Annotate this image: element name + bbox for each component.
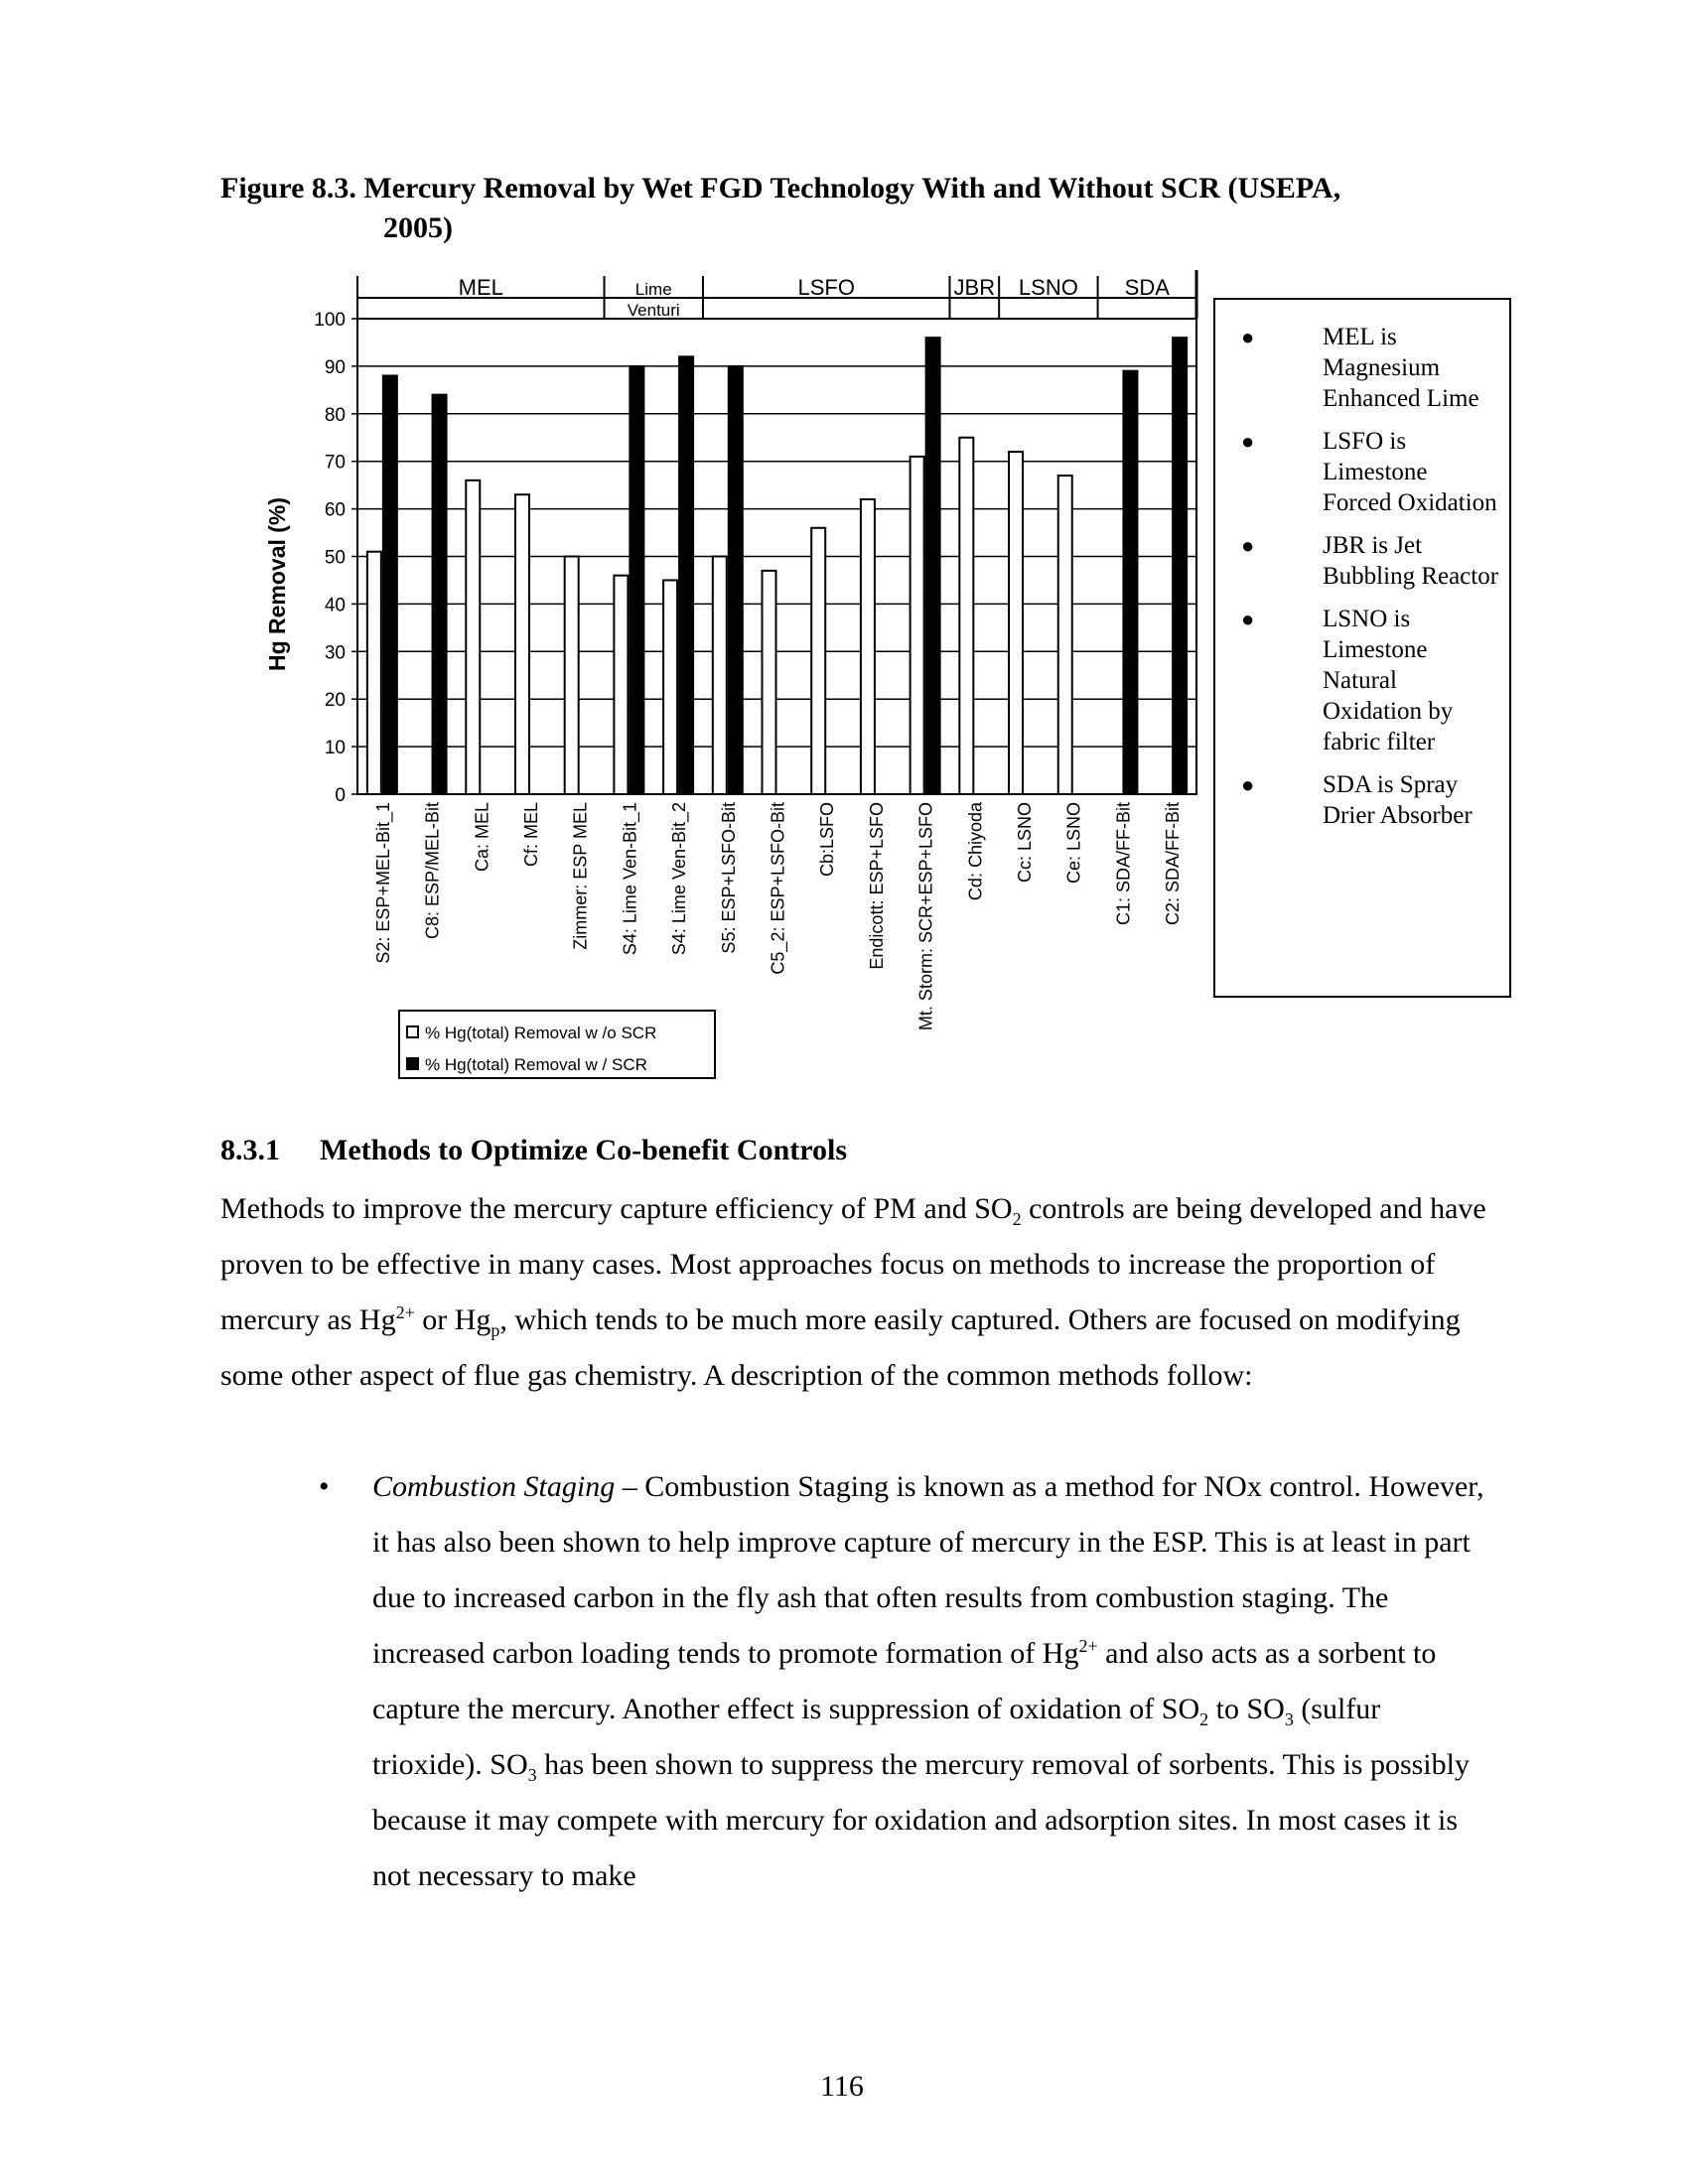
note-text: MEL is Magnesium Enhanced Lime xyxy=(1323,324,1479,412)
y-tick-label: 70 xyxy=(324,452,346,474)
hg-removal-bar-chart xyxy=(0,0,1201,1092)
x-category-label: C5_2: ESP+LSFO-Bit xyxy=(768,802,788,975)
note-item: ● LSFO is Limestone Forced Oxidation xyxy=(1241,428,1497,516)
x-category-label: Cc: LSNO xyxy=(1015,802,1036,884)
x-category-label: Ca: MEL xyxy=(472,802,492,873)
note-text: LSNO is Limestone Natural Oxidation by fabric filter xyxy=(1323,606,1454,755)
group-label: SDA xyxy=(1124,275,1170,300)
note-text: LSFO is Limestone Forced Oxidation xyxy=(1323,428,1497,516)
x-category-label: Cd: Chiyoda xyxy=(965,802,986,901)
y-tick-label: 40 xyxy=(324,595,346,616)
group-label: Lime xyxy=(634,280,672,299)
text-run: – Combustion Staging is known as a method for NOx control. However, it has also been shown to help improve capture of mercury in the ESP. This is at least in part due to increased carbon in the fly ash that often results from combustion staging. The increased carbon loading tends to promote formation of Hg xyxy=(372,1470,1484,1670)
bullet-term: Combustion Staging xyxy=(372,1470,616,1503)
group-label: LSNO xyxy=(1018,275,1078,300)
subscript: 2 xyxy=(1012,1209,1022,1229)
bar-without-scr xyxy=(663,580,677,794)
bar-without-scr xyxy=(861,499,875,794)
bar-with-scr xyxy=(1123,371,1137,794)
bar-without-scr xyxy=(466,480,480,794)
note-text: SDA is Spray Drier Absorber xyxy=(1323,771,1473,829)
note-item: ● MEL is Magnesium Enhanced Lime xyxy=(1241,324,1479,412)
y-axis-label: Hg Removal (%) xyxy=(264,496,290,672)
text-run: , which tends to be much more easily captured. Others are focused on modifying some other aspect of flue gas chemistry. A description of the common methods follow: xyxy=(220,1303,1461,1392)
subscript: 2 xyxy=(1199,1709,1209,1729)
text-run: has been shown to suppress the mercury removal of sorbents. This is possibly because it may compete with mercury for oxidation and adsorption sites. In most cases it is not necessary to make xyxy=(372,1748,1470,1892)
bar-with-scr xyxy=(383,375,397,794)
x-category-label: Ce: LSNO xyxy=(1063,802,1084,885)
y-tick-label: 10 xyxy=(324,738,346,759)
intro-paragraph xyxy=(220,1181,1511,1404)
bullet-dot: • xyxy=(319,1470,330,1503)
legend-swatch-open xyxy=(407,1026,418,1037)
bar-without-scr xyxy=(1058,476,1072,794)
subscript: 3 xyxy=(1284,1709,1294,1729)
note-item: ● JBR is Jet Bubbling Reactor xyxy=(1241,532,1499,590)
x-category-label: Zimmer: ESP MEL xyxy=(570,802,591,950)
x-category-label: S4: Lime Ven-Bit_2 xyxy=(669,802,690,956)
y-tick-label: 80 xyxy=(324,404,346,426)
y-tick-label: 100 xyxy=(314,310,346,331)
x-category-label: Cf: MEL xyxy=(520,802,541,868)
x-category-label: S5: ESP+LSFO-Bit xyxy=(718,802,739,954)
group-label: Venturi xyxy=(627,301,680,320)
bar-with-scr xyxy=(1173,338,1187,794)
subscript: 3 xyxy=(527,1765,537,1785)
bar-with-scr xyxy=(679,356,693,794)
y-tick-label: 50 xyxy=(324,547,346,569)
y-tick-label: 90 xyxy=(324,356,346,378)
bar-with-scr xyxy=(630,366,643,794)
section-heading xyxy=(220,1134,847,1167)
bar-with-scr xyxy=(729,366,743,794)
bar-without-scr xyxy=(959,438,973,794)
text-run: and also acts as a sorbent to capture the mercury. Another effect is suppression of oxidation of SO xyxy=(372,1637,1437,1725)
section-title: Methods to Optimize Co-benefit Controls xyxy=(320,1134,848,1166)
x-category-label: S4: Lime Ven-Bit_1 xyxy=(620,802,640,956)
group-label: LSFO xyxy=(797,275,855,300)
x-category-label: S2: ESP+MEL-Bit_1 xyxy=(372,802,393,964)
x-category-label: C8: ESP/MEL-Bit xyxy=(422,802,443,940)
bullet-combustion-staging xyxy=(319,1459,1494,1904)
page-number: 116 xyxy=(820,2070,864,2103)
text-run: controls are being developed and have proven to be effective in many cases. Most approaches focus on methods to increase the proportion of mercury as Hg xyxy=(220,1192,1486,1336)
note-item: ● SDA is Spray Drier Absorber xyxy=(1241,771,1473,829)
y-tick-label: 20 xyxy=(324,690,346,712)
figure-caption-line2: 2005) xyxy=(383,211,453,244)
subscript: p xyxy=(491,1320,500,1340)
y-tick-label: 30 xyxy=(324,642,346,664)
bar-without-scr xyxy=(763,571,776,794)
text-run: (sulfur trioxide). SO xyxy=(372,1693,1381,1781)
bar-with-scr xyxy=(433,395,447,794)
bar-with-scr xyxy=(926,338,940,794)
y-tick-label: 60 xyxy=(324,499,346,521)
bar-without-scr xyxy=(811,528,825,794)
group-label: JBR xyxy=(953,275,996,300)
bar-without-scr xyxy=(367,552,381,794)
legend-swatch-filled xyxy=(407,1058,418,1069)
x-category-label: Cb:LSFO xyxy=(817,802,838,878)
note-text: JBR is Jet Bubbling Reactor xyxy=(1323,532,1499,590)
bar-without-scr xyxy=(515,494,529,794)
bar-without-scr xyxy=(713,557,727,795)
section-number: 8.3.1 xyxy=(220,1134,280,1166)
figure-caption-line1: Figure 8.3. Mercury Removal by Wet FGD Technology With and Without SCR (USEPA, xyxy=(220,172,1341,205)
abbreviation-notes-box xyxy=(1213,298,1511,998)
text-run: to SO xyxy=(1208,1693,1285,1725)
x-category-label: C1: SDA/FF-Bit xyxy=(1113,802,1134,926)
x-category-label: C2: SDA/FF-Bit xyxy=(1163,802,1184,926)
bar-without-scr xyxy=(614,576,628,794)
superscript: 2+ xyxy=(1078,1636,1098,1656)
group-label: MEL xyxy=(458,275,503,300)
text-run: Methods to improve the mercury capture efficiency of PM and SO xyxy=(220,1192,1013,1225)
text-run: or Hg xyxy=(414,1303,491,1336)
legend-label: % Hg(total) Removal w /o SCR xyxy=(425,1024,657,1042)
x-category-label: Endicott: ESP+LSFO xyxy=(866,802,887,970)
legend-label: % Hg(total) Removal w / SCR xyxy=(425,1055,647,1074)
x-category-label: Mt. Storm: SCR+ESP+LSFO xyxy=(915,802,936,1031)
note-item: ● LSNO is Limestone Natural Oxidation by fabric filter xyxy=(1241,606,1454,755)
bar-without-scr xyxy=(911,457,924,794)
y-tick-label: 0 xyxy=(335,785,346,806)
bar-without-scr xyxy=(565,557,579,795)
bar-without-scr xyxy=(1009,452,1023,794)
superscript: 2+ xyxy=(395,1302,415,1322)
